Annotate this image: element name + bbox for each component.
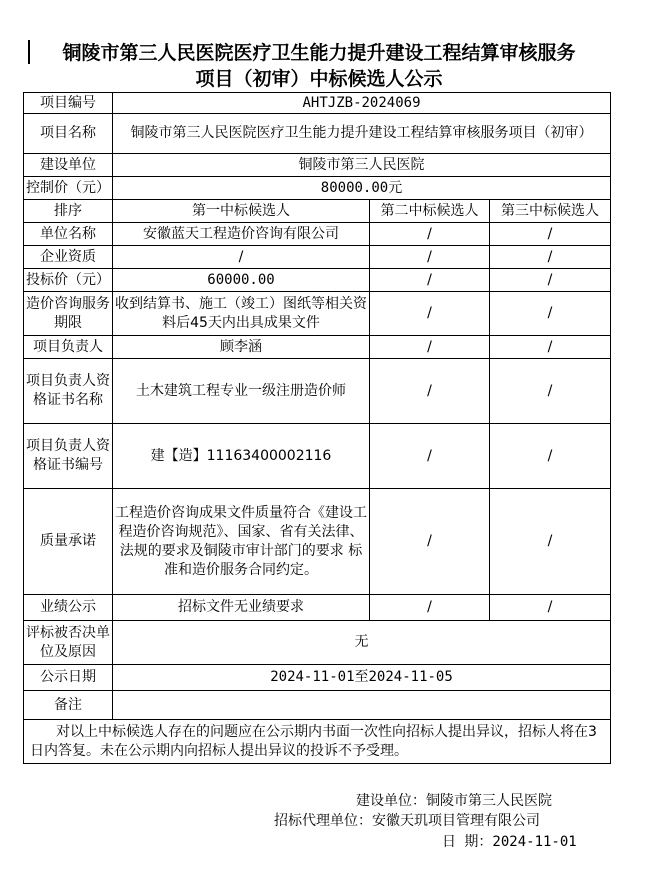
second-candidate-cell: / — [370, 424, 490, 489]
first-candidate-cell: 招标文件无业绩要求 — [113, 595, 370, 621]
row-label: 项目负责人资格证书名称 — [24, 359, 113, 424]
first-candidate-cell: 工程造价咨询成果文件质量符合《建设工程造价咨询规范》、国家、省有关法律、法规的要求及铜陵市审计部门的要求 标准和造价服务合同约定。 — [113, 489, 370, 595]
rejected-units: 无 — [113, 621, 611, 665]
third-candidate-cell: / — [490, 223, 611, 246]
row-label: 项目负责人 — [24, 336, 113, 359]
row-label: 备注 — [24, 691, 113, 720]
third-candidate-cell: / — [490, 246, 611, 269]
second-candidate-cell: / — [370, 489, 490, 595]
table-row — [24, 93, 611, 114]
footer-builder: 建设单位：铜陵市第三人民医院 — [356, 793, 552, 809]
table-row — [24, 665, 611, 691]
first-candidate-cell: / — [113, 246, 370, 269]
row-label: 公示日期 — [24, 665, 113, 691]
row-label: 投标价（元） — [24, 269, 113, 292]
table-row — [24, 621, 611, 665]
row-label: 排序 — [24, 200, 113, 223]
third-candidate-cell: / — [490, 336, 611, 359]
objection-notice: 对以上中标候选人存在的问题应在公示期内书面一次性向招标人提出异议，招标人将在3日内答复。未在公示期内向招标人提出异议的投诉不予受理。 — [24, 720, 611, 764]
row-label: 控制价（元） — [24, 177, 113, 200]
row-label: 评标被否决单位及原因 — [24, 621, 113, 665]
row-label: 单位名称 — [24, 223, 113, 246]
second-candidate-cell: / — [370, 246, 490, 269]
project-name: 铜陵市第三人民医院医疗卫生能力提升建设工程结算审核服务项目（初审） — [113, 114, 611, 154]
second-candidate-cell: / — [370, 595, 490, 621]
table-row — [24, 691, 611, 720]
second-candidate-cell: / — [370, 269, 490, 292]
row-label: 业绩公示 — [24, 595, 113, 621]
first-candidate-cell: 安徽蓝天工程造价咨询有限公司 — [113, 223, 370, 246]
publicity-date: 2024-11-01至2024-11-05 — [113, 665, 611, 691]
third-candidate-cell: / — [490, 292, 611, 336]
table-row — [24, 246, 611, 269]
first-candidate-cell: 顾李涵 — [113, 336, 370, 359]
table-row — [24, 489, 611, 595]
third-candidate-cell: / — [490, 424, 611, 489]
third-candidate-cell: / — [490, 595, 611, 621]
first-candidate-cell: 60000.00 — [113, 269, 370, 292]
page-title-line-2: 项目（初审）中标候选人公示 — [195, 68, 443, 90]
column-header-third: 第三中标候选人 — [490, 200, 611, 223]
row-label: 造价咨询服务期限 — [24, 292, 113, 336]
first-candidate-cell: 收到结算书、施工（竣工）图纸等相关资料后45天内出具成果文件 — [113, 292, 370, 336]
row-label: 项目名称 — [24, 114, 113, 154]
row-label: 质量承诺 — [24, 489, 113, 595]
first-candidate-cell: 建【造】11163400002116 — [113, 424, 370, 489]
table-header-row — [24, 200, 611, 223]
page-title-line-1: 铜陵市第三人民医院医疗卫生能力提升建设工程结算审核服务 — [62, 42, 576, 64]
row-label: 企业资质 — [24, 246, 113, 269]
second-candidate-cell: / — [370, 336, 490, 359]
table-row — [24, 114, 611, 154]
first-candidate-cell: 土木建筑工程专业一级注册造价师 — [113, 359, 370, 424]
second-candidate-cell: / — [370, 292, 490, 336]
notice-row — [24, 720, 611, 764]
table-row — [24, 269, 611, 292]
table-row — [24, 223, 611, 246]
second-candidate-cell: / — [370, 359, 490, 424]
second-candidate-cell: / — [370, 223, 490, 246]
table-row — [24, 595, 611, 621]
table-row — [24, 424, 611, 489]
row-label: 项目编号 — [24, 93, 113, 114]
table-row — [24, 292, 611, 336]
footer-agent: 招标代理单位：安徽天玑项目管理有限公司 — [274, 813, 540, 829]
footer-date: 日 期：2024-11-01 — [442, 834, 577, 850]
control-price: 80000.00元 — [113, 177, 611, 200]
row-label: 项目负责人资格证书编号 — [24, 424, 113, 489]
table-row — [24, 177, 611, 200]
table-row — [24, 336, 611, 359]
row-label: 建设单位 — [24, 154, 113, 177]
third-candidate-cell: / — [490, 359, 611, 424]
third-candidate-cell: / — [490, 489, 611, 595]
table-row — [24, 359, 611, 424]
builder-name: 铜陵市第三人民医院 — [113, 154, 611, 177]
remarks-value — [113, 691, 611, 720]
project-number: AHTJZB-2024069 — [113, 93, 611, 114]
third-candidate-cell: / — [490, 269, 611, 292]
bid-candidate-table — [23, 92, 611, 764]
column-header-second: 第二中标候选人 — [370, 200, 490, 223]
table-row — [24, 154, 611, 177]
column-header-first: 第一中标候选人 — [113, 200, 370, 223]
